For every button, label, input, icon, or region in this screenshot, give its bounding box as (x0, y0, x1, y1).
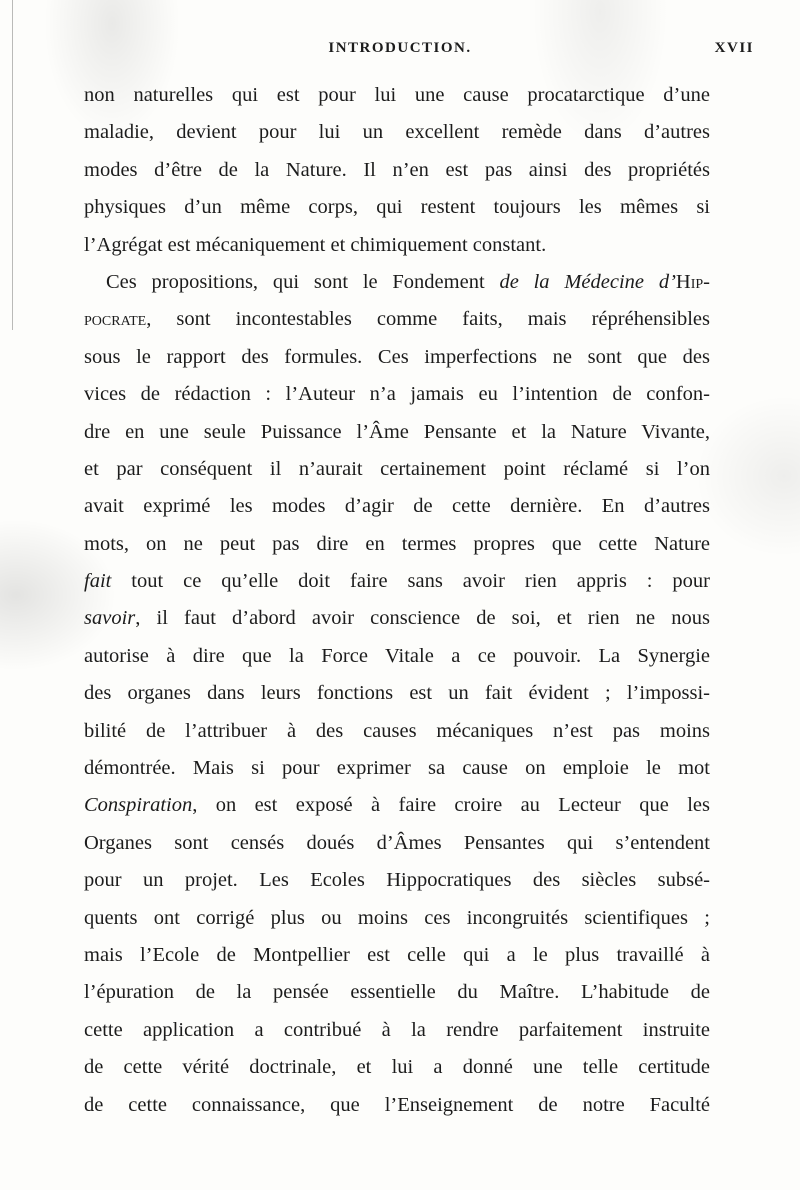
text-line (84, 414, 710, 451)
text-line (84, 825, 710, 862)
text-span: non naturelles qui est pour lui une cause procatarctique d’une (84, 84, 710, 106)
text-span: mais l’Ecole de Montpellier est celle qui a le plus travaillé à (84, 943, 710, 966)
page-header (0, 36, 800, 60)
italic-span: Conspiration (84, 794, 193, 817)
text-line (84, 1049, 710, 1086)
text-span: démontrée. Mais si pour exprimer sa cause on emploie le mot (84, 757, 710, 780)
text-span: vices de rédaction : l’Auteur n’a jamais eu l’intention de confon- (84, 383, 710, 406)
text-line (84, 488, 710, 525)
text-line (84, 937, 710, 974)
text-line (84, 227, 710, 264)
text-line (84, 600, 710, 637)
text-line (84, 114, 710, 151)
text-span: avait exprimé les modes d’agir de cette dernière. En d’autres (84, 495, 710, 518)
text-span: bilité de l’attribuer à des causes mécaniques n’est pas moins (84, 719, 710, 742)
text-line (84, 675, 710, 712)
body-text (84, 77, 710, 1124)
text-span: mots, on ne peut pas dire en termes propres que cette Nature (84, 532, 710, 555)
text-line (84, 189, 710, 226)
text-line (84, 301, 710, 338)
text-line (84, 787, 710, 824)
text-line (84, 713, 710, 750)
small-caps-span: Hip- (675, 270, 710, 293)
text-span: pour un projet. Les Ecoles Hippocratiques des siècles subsé- (84, 869, 710, 892)
text-line (84, 1012, 710, 1049)
text-line (84, 750, 710, 787)
text-span: autorise à dire que la Force Vitale a ce pouvoir. La Synergie (84, 644, 710, 667)
text-span: dre en une seule Puissance l’Âme Pensante et la Nature Vivante, (84, 420, 710, 443)
text-span: de cette connaissance, que l’Enseignement de notre Faculté (84, 1093, 710, 1116)
text-span: maladie, devient pour lui un excellent remède dans d’autres (84, 121, 710, 144)
text-span: l’épuration de la pensée essentielle du Maître. L’habitude de (84, 981, 710, 1004)
text-span: , il faut d’abord avoir conscience de soi, et rien ne nous (135, 607, 710, 630)
text-line (84, 862, 710, 899)
italic-span: fait (84, 570, 112, 593)
text-span: sous le rapport des formules. Ces imperfections ne sont que des (84, 345, 710, 368)
text-line (84, 152, 710, 189)
text-span: , sont incontestables comme faits, mais répréhensibles (146, 308, 710, 331)
text-span: l’Agrégat est mécaniquement et chimiquement constant. (84, 233, 547, 256)
text-line (84, 563, 710, 600)
text-line (84, 638, 710, 675)
small-caps-span: pocrate (84, 308, 147, 331)
text-line (84, 974, 710, 1011)
text-span: Ces propositions, qui sont le Fondement (106, 270, 500, 293)
running-head: INTRODUCTION. (328, 40, 472, 56)
italic-span: savoir (84, 607, 136, 630)
text-line (84, 451, 710, 488)
text-span: , on est exposé à faire croire au Lecteur que les (192, 794, 710, 817)
text-span: quents ont corrigé plus ou moins ces incongruités scientifiques ; (84, 906, 710, 929)
text-span: physiques d’un même corps, qui restent toujours les mêmes si (84, 196, 710, 219)
text-line (84, 900, 710, 937)
text-line (84, 339, 710, 376)
text-span: modes d’être de la Nature. Il n’en est pas ainsi des propriétés (84, 158, 710, 181)
text-line (84, 1087, 710, 1124)
text-line (84, 77, 710, 114)
text-span: et par conséquent il n’aurait certainement point réclamé si l’on (84, 457, 710, 480)
text-span: cette application a contribué à la rendre parfaitement instruite (84, 1018, 710, 1041)
text-line (84, 264, 710, 301)
text-span: de cette vérité doctrinale, et lui a donné une telle certitude (84, 1056, 710, 1079)
text-line (84, 376, 710, 413)
text-span: tout ce qu’elle doit faire sans avoir rien appris : pour (111, 570, 710, 593)
page-number: XVII (714, 40, 754, 56)
text-span: Organes sont censés doués d’Âmes Pensantes qui s’entendent (84, 831, 710, 854)
text-span: des organes dans leurs fonctions est un fait évident ; l’impossi- (84, 682, 710, 705)
text-line (84, 526, 710, 563)
italic-span: de la Médecine d’ (499, 270, 676, 293)
